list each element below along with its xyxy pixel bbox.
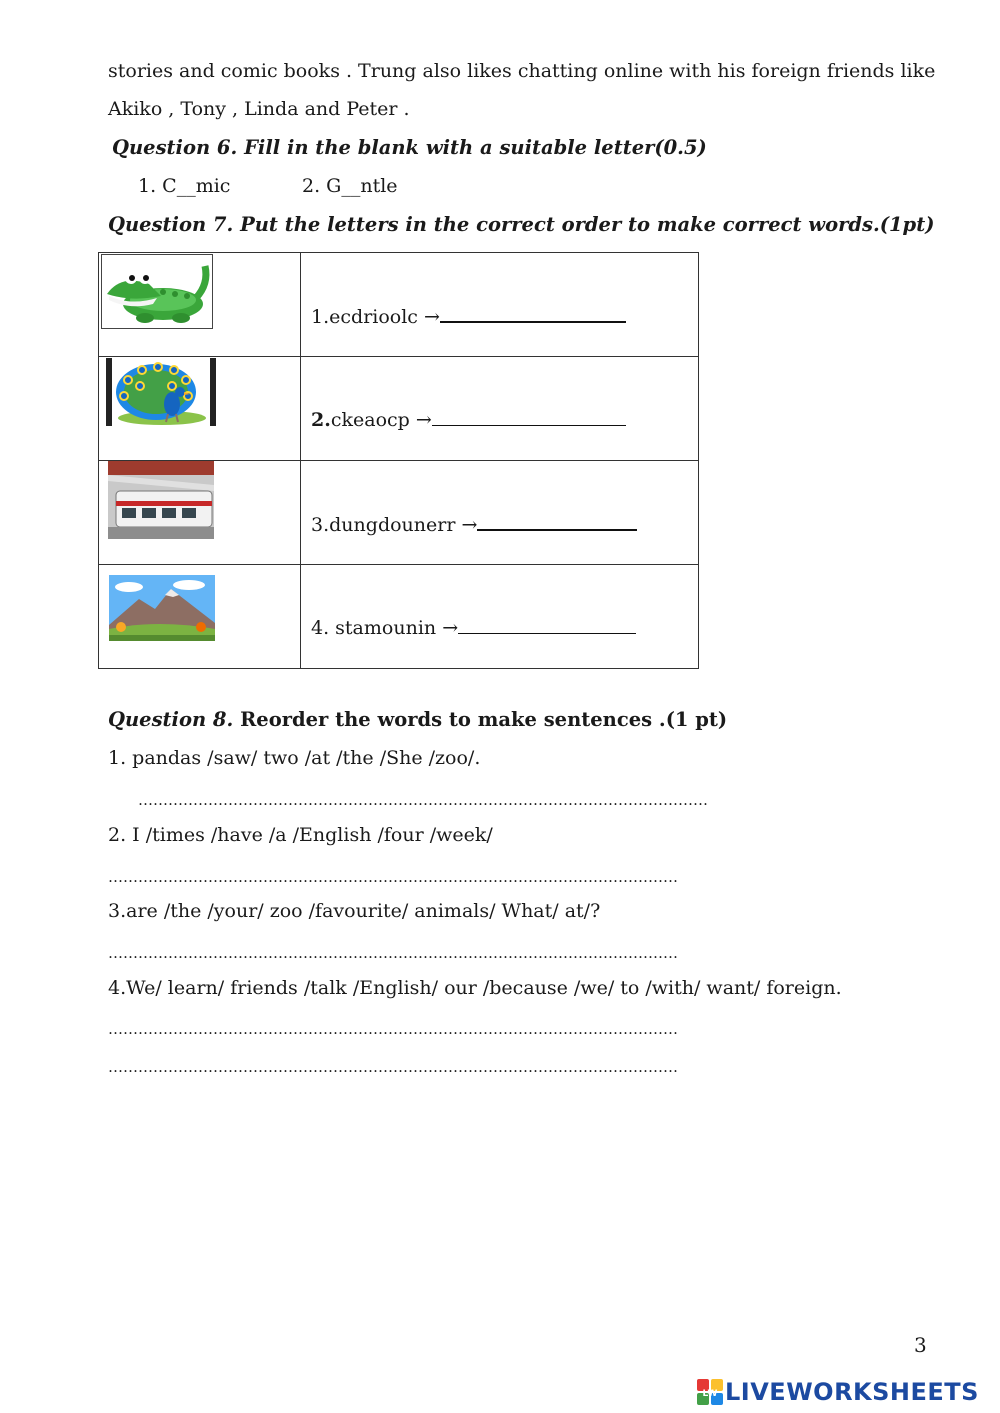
scrambled-word: ckeaocp bbox=[330, 409, 410, 431]
sentence-prompt-1: 1. pandas /saw/ two /at /the /She /zoo/. bbox=[108, 747, 481, 769]
answer-blank[interactable] bbox=[458, 617, 636, 634]
question-6-item-2: 2. G__ntle bbox=[302, 175, 398, 197]
answer-blank[interactable] bbox=[477, 513, 637, 531]
table-row bbox=[99, 565, 699, 669]
intro-line-1: stories and comic books . Trung also likes chatting online with his foreign friends like bbox=[108, 60, 936, 82]
arrow-icon: → bbox=[424, 306, 440, 328]
sentence-prompt-3: 3.are /the /your/ zoo /favourite/ animals/ What/ at/? bbox=[108, 900, 601, 922]
word-number: 1. bbox=[311, 306, 330, 328]
picture-cell bbox=[99, 357, 301, 461]
word-number: 4. bbox=[311, 617, 336, 639]
sentence-prompt-2: 2. I /times /have /a /English /four /week/ bbox=[108, 824, 493, 846]
scrambled-word: ecdrioolc bbox=[329, 306, 418, 328]
question-8-title bbox=[108, 708, 727, 731]
arrow-icon: → bbox=[442, 617, 459, 639]
crocodile-icon bbox=[101, 254, 213, 330]
question-7-title: Question 7. Put the letters in the correct order to make correct words.(1pt) bbox=[108, 213, 935, 236]
answer-line-2[interactable]: …………………………………………………………………………………………………… bbox=[108, 868, 678, 886]
word-number: 2. bbox=[311, 409, 331, 431]
question-6-title: Question 6. Fill in the blank with a suitable letter(0.5) bbox=[112, 136, 707, 159]
arrow-icon: → bbox=[461, 514, 478, 536]
mountain-icon bbox=[109, 575, 215, 641]
liveworksheets-logo bbox=[697, 1378, 979, 1406]
table-row bbox=[99, 461, 699, 565]
sentence-prompt-4: 4.We/ learn/ friends /talk /English/ our /because /we/ to /with/ want/ foreign. bbox=[108, 977, 842, 999]
logo-letters: LW bbox=[702, 1389, 718, 1399]
answer-blank[interactable] bbox=[432, 409, 626, 426]
word-cell bbox=[301, 461, 699, 565]
scrambled-word: dungdounerr bbox=[329, 514, 456, 536]
answer-line-3[interactable]: …………………………………………………………………………………………………… bbox=[108, 944, 678, 962]
table-row bbox=[99, 357, 699, 461]
answer-blank[interactable] bbox=[440, 305, 626, 323]
scrambled-word: stamounin bbox=[335, 617, 437, 639]
question-8-label: Question 8. bbox=[108, 708, 234, 731]
question-8-instruction: Reorder the words to make sentences .(1 pt) bbox=[233, 708, 728, 731]
word-cell bbox=[301, 253, 699, 357]
answer-line-1[interactable]: …………………………………………………………………………………………………… bbox=[138, 791, 708, 809]
answer-line-4b[interactable]: …………………………………………………………………………………………………… bbox=[108, 1058, 678, 1076]
word-number: 3. bbox=[311, 514, 330, 536]
brand-name: LIVEWORKSHEETS bbox=[725, 1378, 979, 1406]
picture-cell bbox=[99, 253, 301, 357]
word-table bbox=[98, 252, 699, 669]
question-6-item-1: 1. C__mic bbox=[138, 175, 231, 197]
peacock-icon bbox=[106, 358, 218, 428]
table-row bbox=[99, 253, 699, 357]
intro-line-2: Akiko , Tony , Linda and Peter . bbox=[108, 98, 410, 120]
arrow-icon: → bbox=[415, 409, 432, 431]
answer-line-4a[interactable]: …………………………………………………………………………………………………… bbox=[108, 1020, 678, 1038]
liveworksheets-logo-icon bbox=[697, 1379, 723, 1405]
word-cell bbox=[301, 565, 699, 669]
word-cell bbox=[301, 357, 699, 461]
picture-cell bbox=[99, 565, 301, 669]
underground-train-icon bbox=[108, 461, 214, 539]
picture-cell bbox=[99, 461, 301, 565]
page-number: 3 bbox=[914, 1333, 927, 1357]
